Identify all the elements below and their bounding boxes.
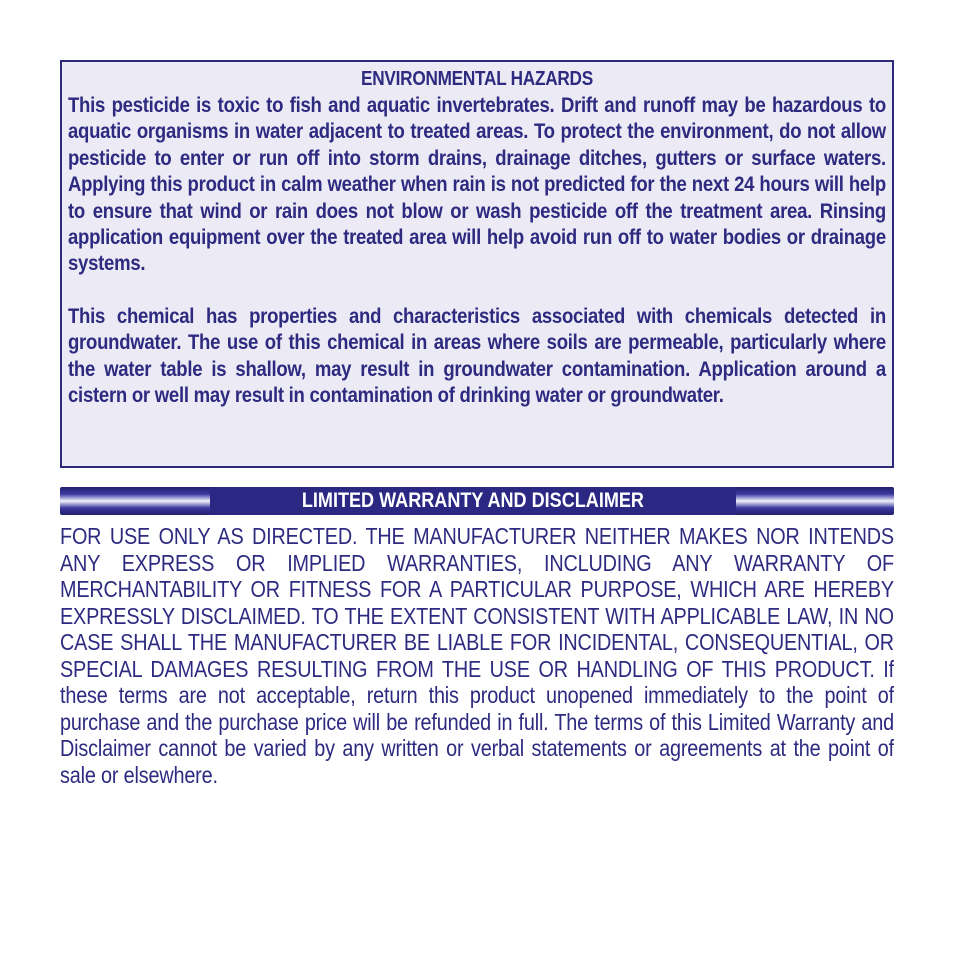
warranty-section [60, 523, 894, 788]
environmental-hazards-section [60, 60, 894, 468]
environmental-hazards-title: ENVIRONMENTAL HAZARDS [361, 68, 593, 90]
warranty-banner [60, 487, 894, 515]
warranty-text: FOR USE ONLY AS DIRECTED. THE MANUFACTURER NEITHER MAKES NOR INTENDS ANY EXPRESS OR IMPLIED WARRANTIES, INCLUDING ANY WARRANTY OF MERCHANTABILITY OR FITNESS FOR A PARTICULAR PURPOSE, WHICH ARE HEREBY EXPRESSLY DISCLAIMED. TO THE EXTENT CONSISTENT WITH APPLICABLE LAW, IN NO CASE SHALL THE MANUFACTURER BE LIABLE FOR INCIDENTAL, CONSEQUENTIAL, OR SPECIAL DAMAGES RESULTING FROM THE USE OR HANDLING OF THIS PRODUCT. If these terms are not acceptable, return this product unopened immediately to the point of purchase and the purchase price will be refunded in full. The terms of this Limited Warranty and Disclaimer cannot be varied by any written or verbal statements or agreements at the point of sale or elsewhere. [60, 523, 894, 788]
warranty-title: LIMITED WARRANTY AND DISCLAIMER [301, 489, 645, 512]
warranty-banner-label [210, 487, 736, 515]
environmental-hazards-paragraph-2: This chemical has properties and characteristics associated with chemicals detected in groundwater. The use of this chemical in areas where soils are permeable, particularly where the water table is shallow, may result in groundwater contamination. Application around a cistern or well may result in contamination of drinking water or groundwater. [68, 303, 886, 408]
environmental-hazards-paragraph-1: This pesticide is toxic to fish and aquatic invertebrates. Drift and runoff may be hazardous to aquatic organisms in water adjacent to treated areas. To protect the environment, do not allow pesticide to enter or run off into storm drains, drainage ditches, gutters or surface waters. Applying this product in calm weather when rain is not predicted for the next 24 hours will help to ensure that wind or rain does not blow or wash pesticide off the treatment area. Rinsing application equipment over the treated area will help avoid run off to water bodies or drainage systems. [68, 93, 886, 276]
